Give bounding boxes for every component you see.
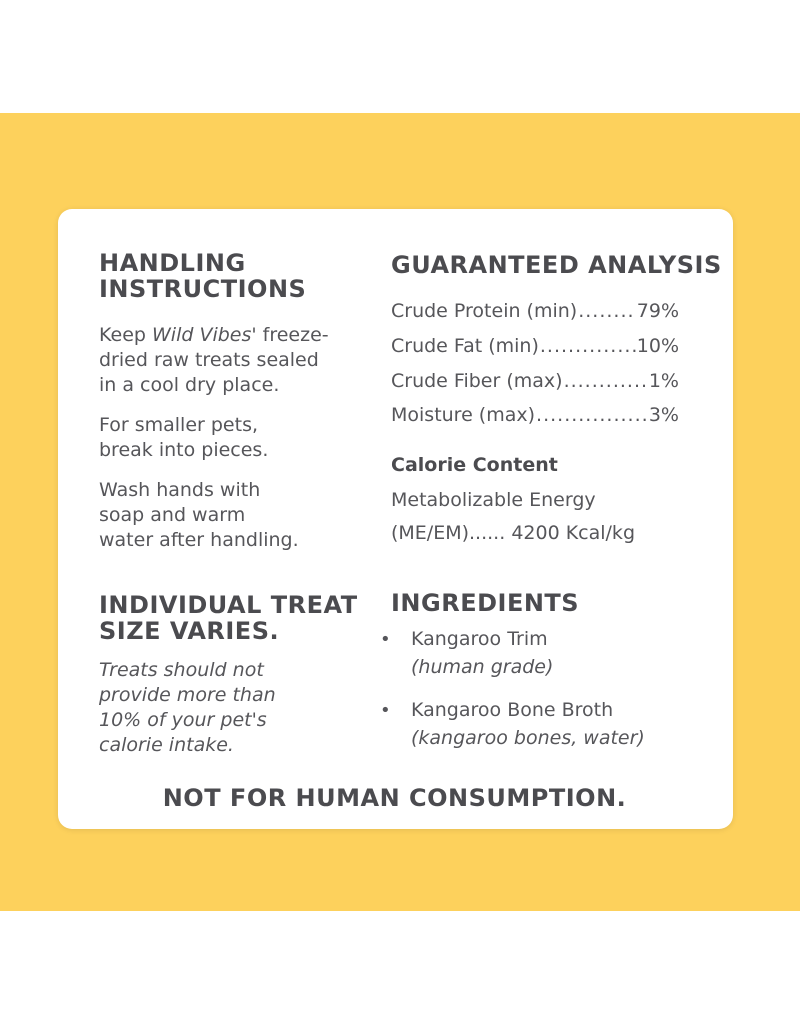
analysis-label: Crude Protein (min) [391,300,578,322]
analysis-value: 10% [636,335,679,357]
bullet-icon: • [380,629,391,650]
ingredient-1-name: Kangaroo Trim [411,628,548,650]
ingredient-2-detail: (kangaroo bones, water) [411,727,645,749]
handling-paragraph-3-line3: water after handling. [99,529,299,551]
handling-paragraph-2-line2: break into pieces. [99,439,269,461]
handling-paragraph-3-line1: Wash hands with [99,479,261,501]
leader-dots [578,298,636,324]
ingredients-title: INGREDIENTS [391,589,580,617]
calorie-label: (ME/EM)...... [391,522,506,544]
treat-note-line3: 10% of your pet's [99,709,267,731]
ingredient-2-name: Kangaroo Bone Broth [411,699,614,721]
treat-size-title-line1: INDIVIDUAL TREAT [99,591,358,619]
handling-title-line2: INSTRUCTIONS [99,275,307,303]
analysis-row-moisture [391,402,679,428]
treat-note-line2: provide more than [99,684,276,706]
handling-paragraph-1-line1 [99,323,329,348]
handling-paragraph-1-line3: in a cool dry place. [99,374,280,396]
analysis-row-fat [391,333,679,359]
analysis-value: 79% [636,300,679,322]
treat-note-line1: Treats should not [99,659,264,681]
analysis-label: Crude Fat (min) [391,335,539,357]
brand-name: Wild Vibes' [152,324,257,346]
analysis-label: Moisture (max) [391,404,536,426]
leader-dots [540,333,636,359]
handling-paragraph-1-line2: dried raw treats sealed [99,349,319,371]
ingredient-1-detail: (human grade) [411,656,554,678]
leader-dots [564,368,648,394]
calorie-value: 4200 Kcal/kg [511,522,635,544]
treat-note-line4: calorie intake. [99,734,234,756]
calorie-content-title: Calorie Content [391,454,558,476]
analysis-title: GUARANTEED ANALYSIS [391,251,722,279]
handling-title-line1: HANDLING [99,249,246,277]
bullet-icon: • [380,700,391,721]
calorie-line1: Metabolizable Energy [391,489,596,511]
calorie-line2 [391,521,635,546]
handling-freeze-text: freeze- [256,324,329,346]
handling-paragraph-2-line1: For smaller pets, [99,414,259,436]
analysis-row-fiber [391,368,679,394]
analysis-row-protein [391,298,679,324]
footer-warning: NOT FOR HUMAN CONSUMPTION. [162,784,627,812]
analysis-label: Crude Fiber (max) [391,370,563,392]
leader-dots [536,402,648,428]
analysis-value: 1% [648,370,679,392]
handling-paragraph-3-line2: soap and warm [99,504,246,526]
analysis-value: 3% [648,404,679,426]
treat-size-title-line2: SIZE VARIES. [99,617,280,645]
handling-keep-text: Keep [99,324,152,346]
